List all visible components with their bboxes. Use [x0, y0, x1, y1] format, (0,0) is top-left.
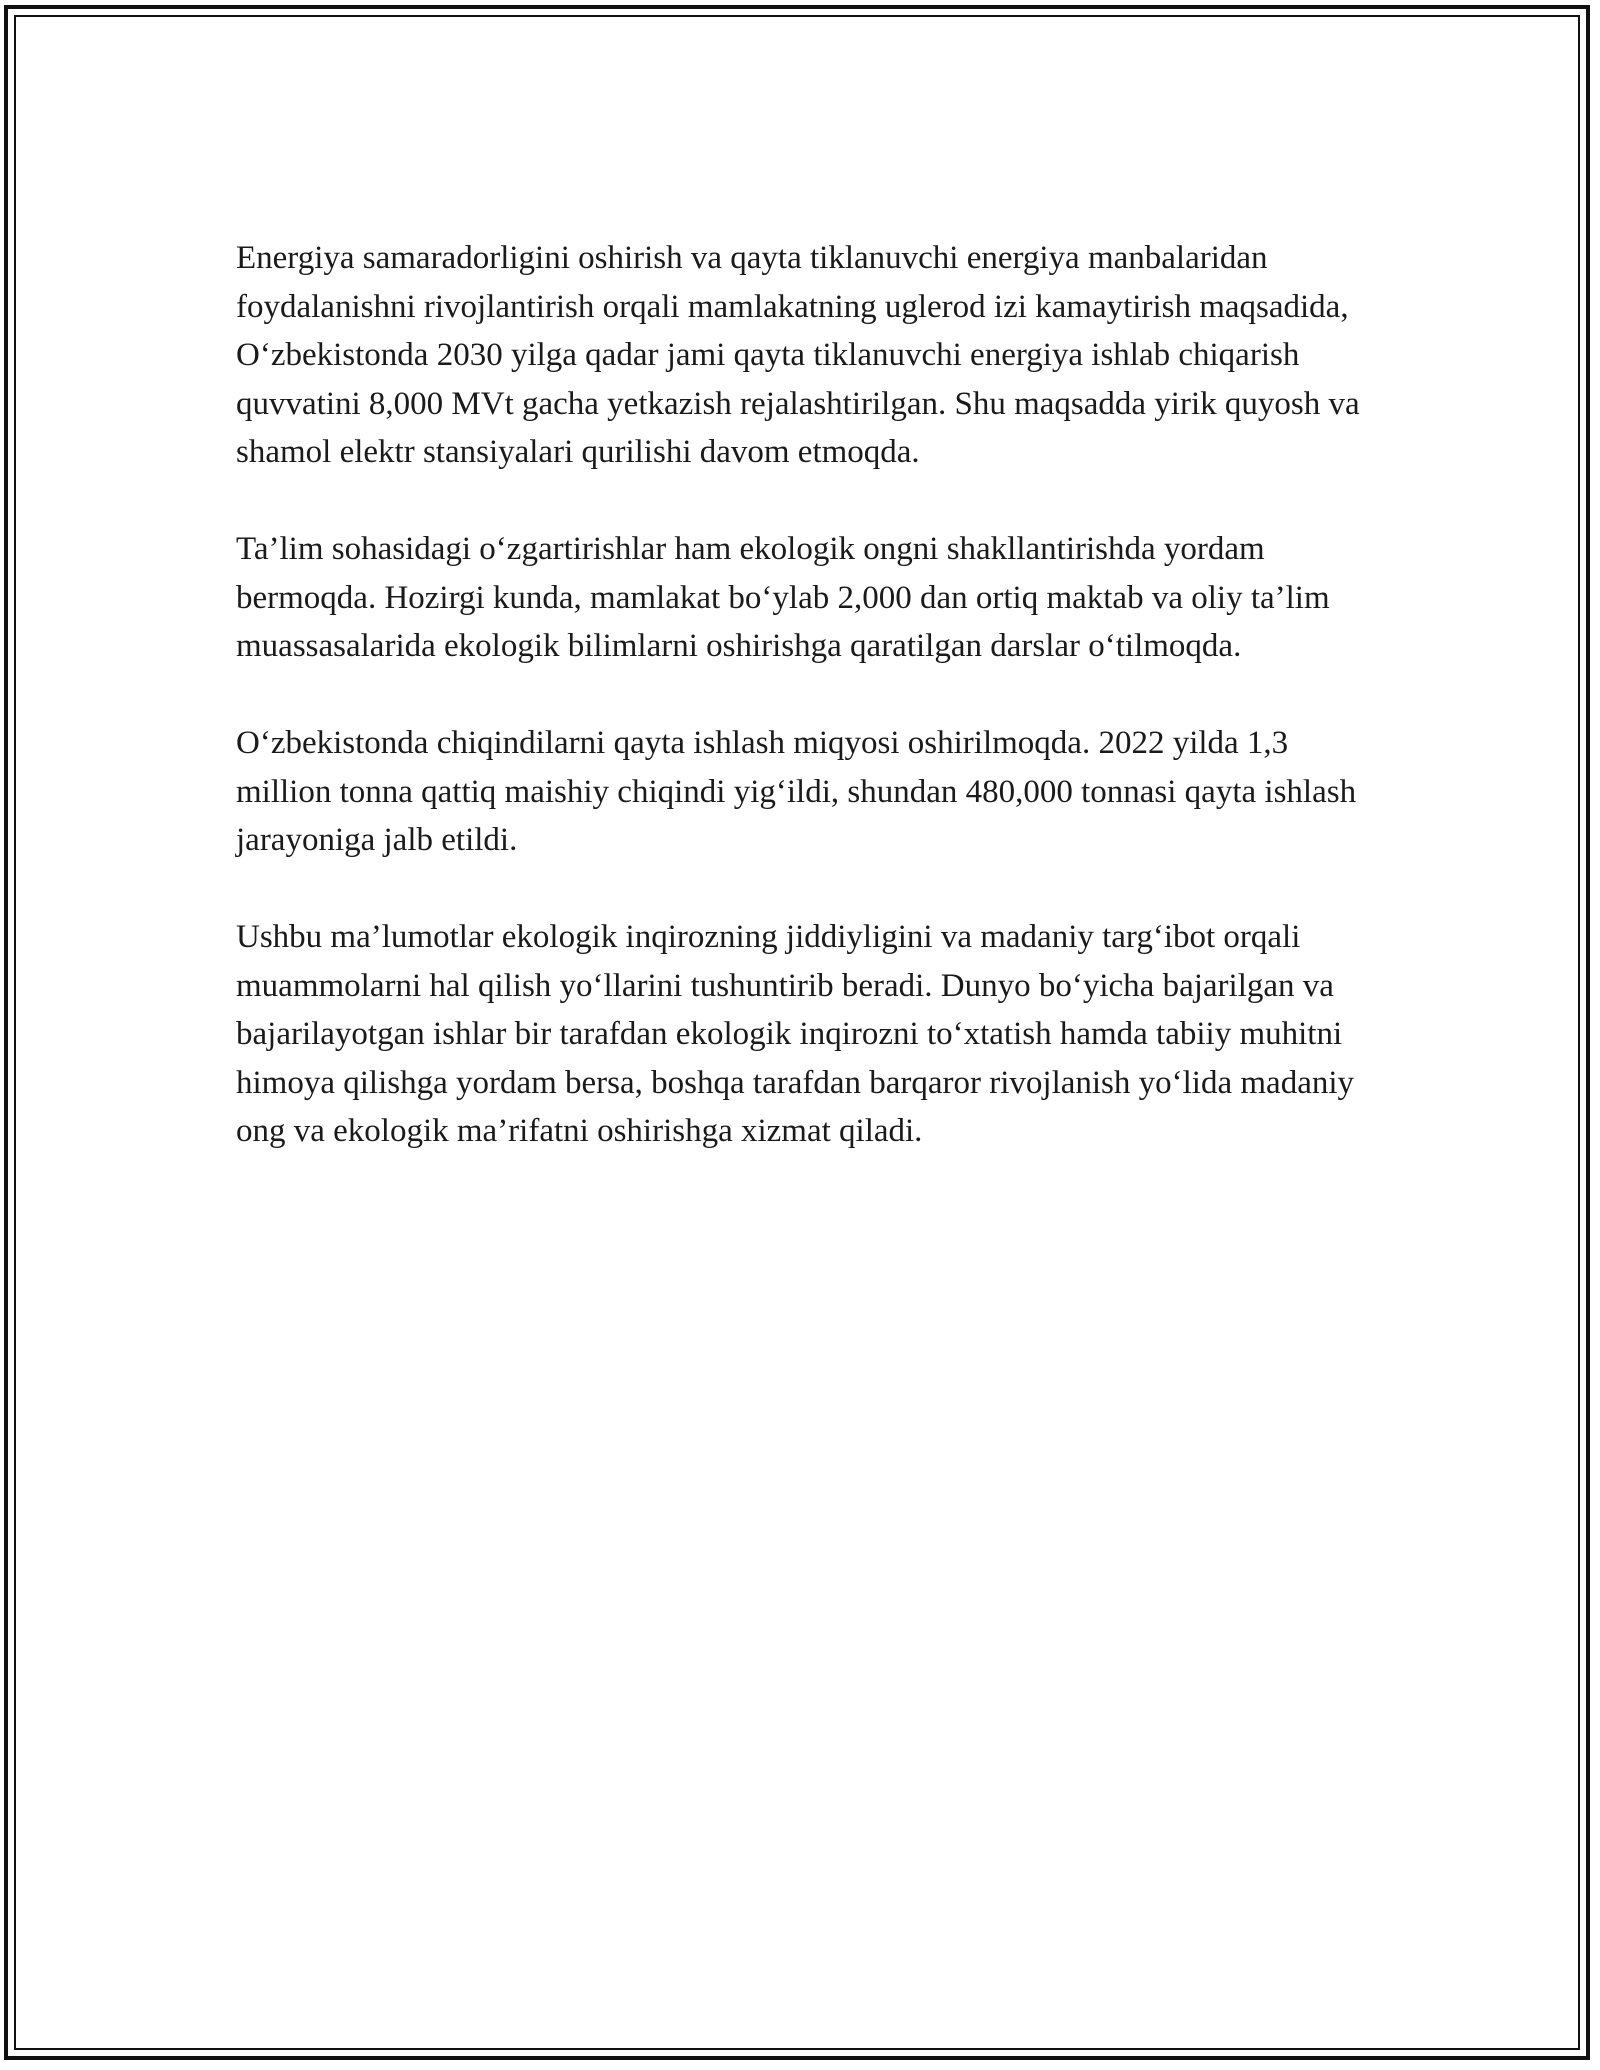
paragraph-education: Ta’lim sohasidagi o‘zgartirishlar ham ekologik ongni shakllantirishda yordam bermoqda. Hozirgi kunda, mamlakat bo‘ylab 2,000 dan ortiq maktab va oliy ta’lim muassasalarida ekologik bilimlarni oshirishga qaratilgan darslar o‘tilmoqda.: [236, 531, 1330, 664]
paragraph-waste-recycling: O‘zbekistonda chiqindilarni qayta ishlash miqyosi oshirilmoqda. 2022 yilda 1,3 million tonna qattiq maishiy chiqindi yig‘ildi, shundan 480,000 tonnasi qayta ishlash jarayoniga jalb etildi.: [236, 725, 1357, 858]
document-body: [236, 234, 1376, 1204]
paragraph-conclusion: Ushbu ma’lumotlar ekologik inqirozning jiddiyligini va madaniy targ‘ibot orqali muammolarni hal qilish yo‘llarini tushuntirib beradi. Dunyo bo‘yicha bajarilgan va bajarilayotgan ishlar bir tarafdan ekologik inqirozni to‘xtatish hamda tabiiy muhitni himoya qilishga yordam bersa, boshqa tarafdan barqaror rivojlanish yo‘lida madaniy ong va ekologik ma’rifatni oshirishga xizmat qiladi.: [236, 919, 1355, 1149]
paragraph-renewable-energy: Energiya samaradorligini oshirish va qayta tiklanuvchi energiya manbalaridan foydalanishni rivojlantirish orqali mamlakatning uglerod izi kamaytirish maqsadida, O‘zbekistonda 2030 yilga qadar jami qayta tiklanuvchi energiya ishlab chiqarish quvvatini 8,000 MVt gacha yetkazish rejalashtirilgan. Shu maqsadda yirik quyosh va shamol elektr stansiyalari qurilishi davom etmoqda.: [236, 240, 1360, 470]
